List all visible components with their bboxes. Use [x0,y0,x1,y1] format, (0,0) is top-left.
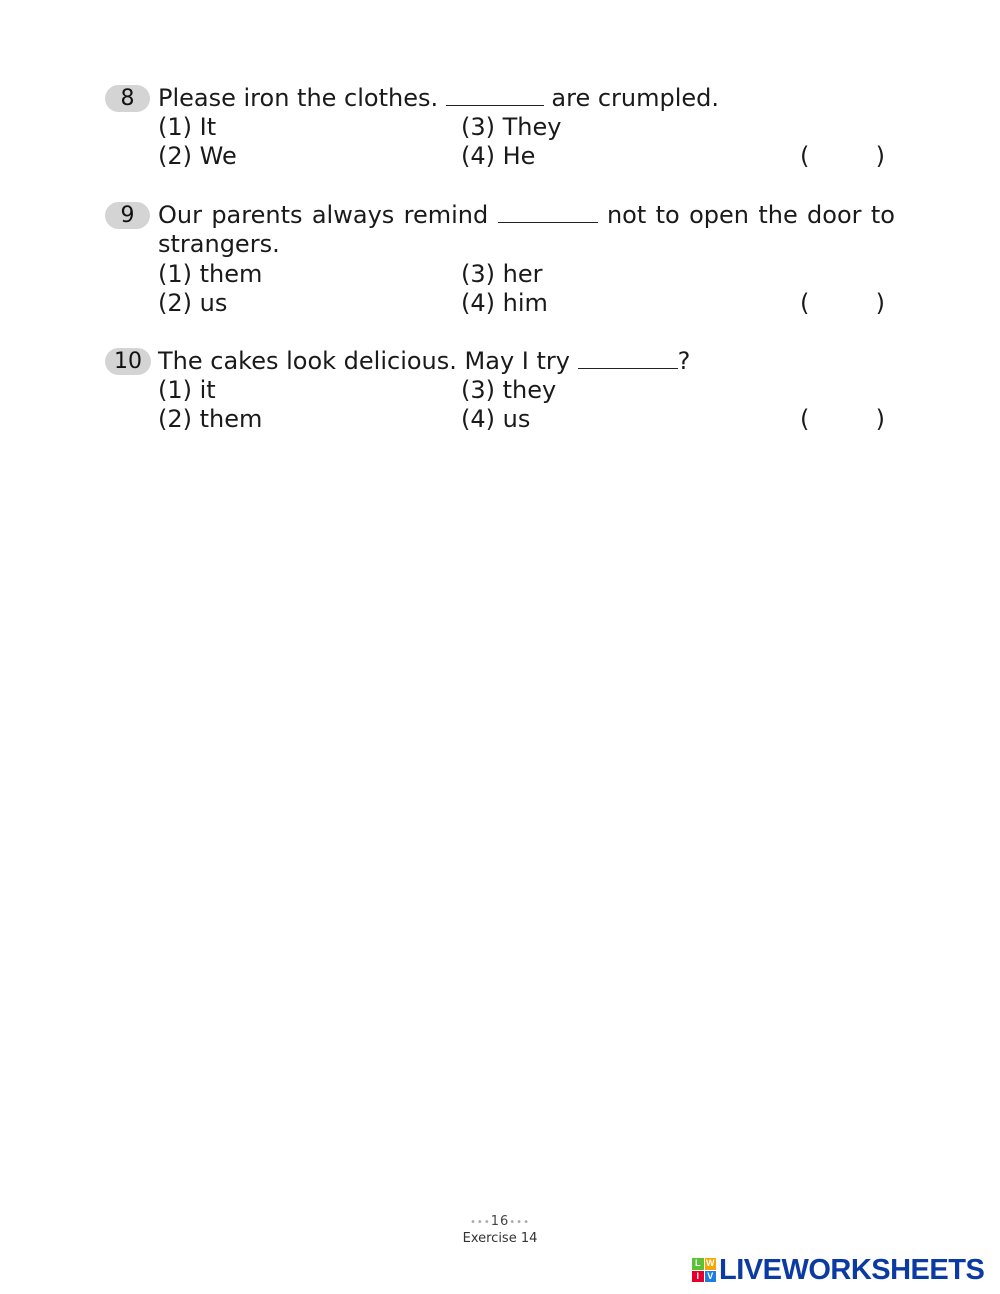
stem-text-after: ? [677,347,691,375]
stem-text-before: The cakes look delicious. May I try [158,347,570,375]
option-2[interactable]: (2) We [158,142,237,170]
logo-tile: I [692,1271,704,1283]
stem-text-after: not to open the door to strangers. [158,201,895,258]
answer-blank[interactable] [446,85,544,106]
decorative-dots-left: ••• [470,1217,491,1228]
question-10 [105,347,895,439]
option-3[interactable]: (3) her [461,260,543,288]
stem-text-before: Our parents always remind [158,201,489,229]
question-8 [105,84,895,174]
answer-blank[interactable] [578,348,678,369]
option-4[interactable]: (4) us [461,405,531,433]
option-4[interactable]: (4) him [461,289,548,317]
answer-bracket[interactable] [800,142,885,171]
option-1[interactable]: (1) them [158,260,263,288]
watermark-text: LIVEWORKSHEETS [719,1254,985,1286]
bracket-close: ) [875,142,885,170]
question-number-badge: 8 [105,85,150,112]
question-number-badge: 9 [105,202,150,229]
question-stem [158,84,895,113]
option-2[interactable]: (2) us [158,289,228,317]
bracket-close: ) [875,405,885,433]
decorative-dots-right: ••• [509,1217,530,1228]
option-1[interactable]: (1) it [158,376,216,404]
bracket-open: ( [800,142,810,170]
option-3[interactable]: (3) They [461,113,562,141]
bracket-close: ) [875,289,885,317]
exercise-label: Exercise 14 [462,1231,538,1246]
option-4[interactable]: (4) He [461,142,536,170]
logo-tile: W [706,1258,715,1268]
question-number-badge: 10 [105,348,151,375]
answer-bracket[interactable] [800,405,885,434]
question-stem [158,201,895,259]
option-2[interactable]: (2) them [158,405,263,433]
bracket-open: ( [800,405,810,433]
stem-text-after: are crumpled. [551,84,720,112]
liveworksheets-watermark [692,1254,984,1286]
page-number-text: 16 [490,1214,510,1229]
liveworksheets-logo-icon [692,1258,716,1282]
bracket-open: ( [800,289,810,317]
answer-blank[interactable] [498,202,598,223]
option-3[interactable]: (3) they [461,376,557,404]
logo-tile: V [705,1271,717,1283]
option-1[interactable]: (1) It [158,113,217,141]
logo-tile: L [692,1258,704,1270]
stem-text-before: Please iron the clothes. [158,84,439,112]
question-9 [105,201,895,321]
answer-bracket[interactable] [800,289,885,318]
page-number [440,1214,560,1229]
question-stem [158,347,895,376]
